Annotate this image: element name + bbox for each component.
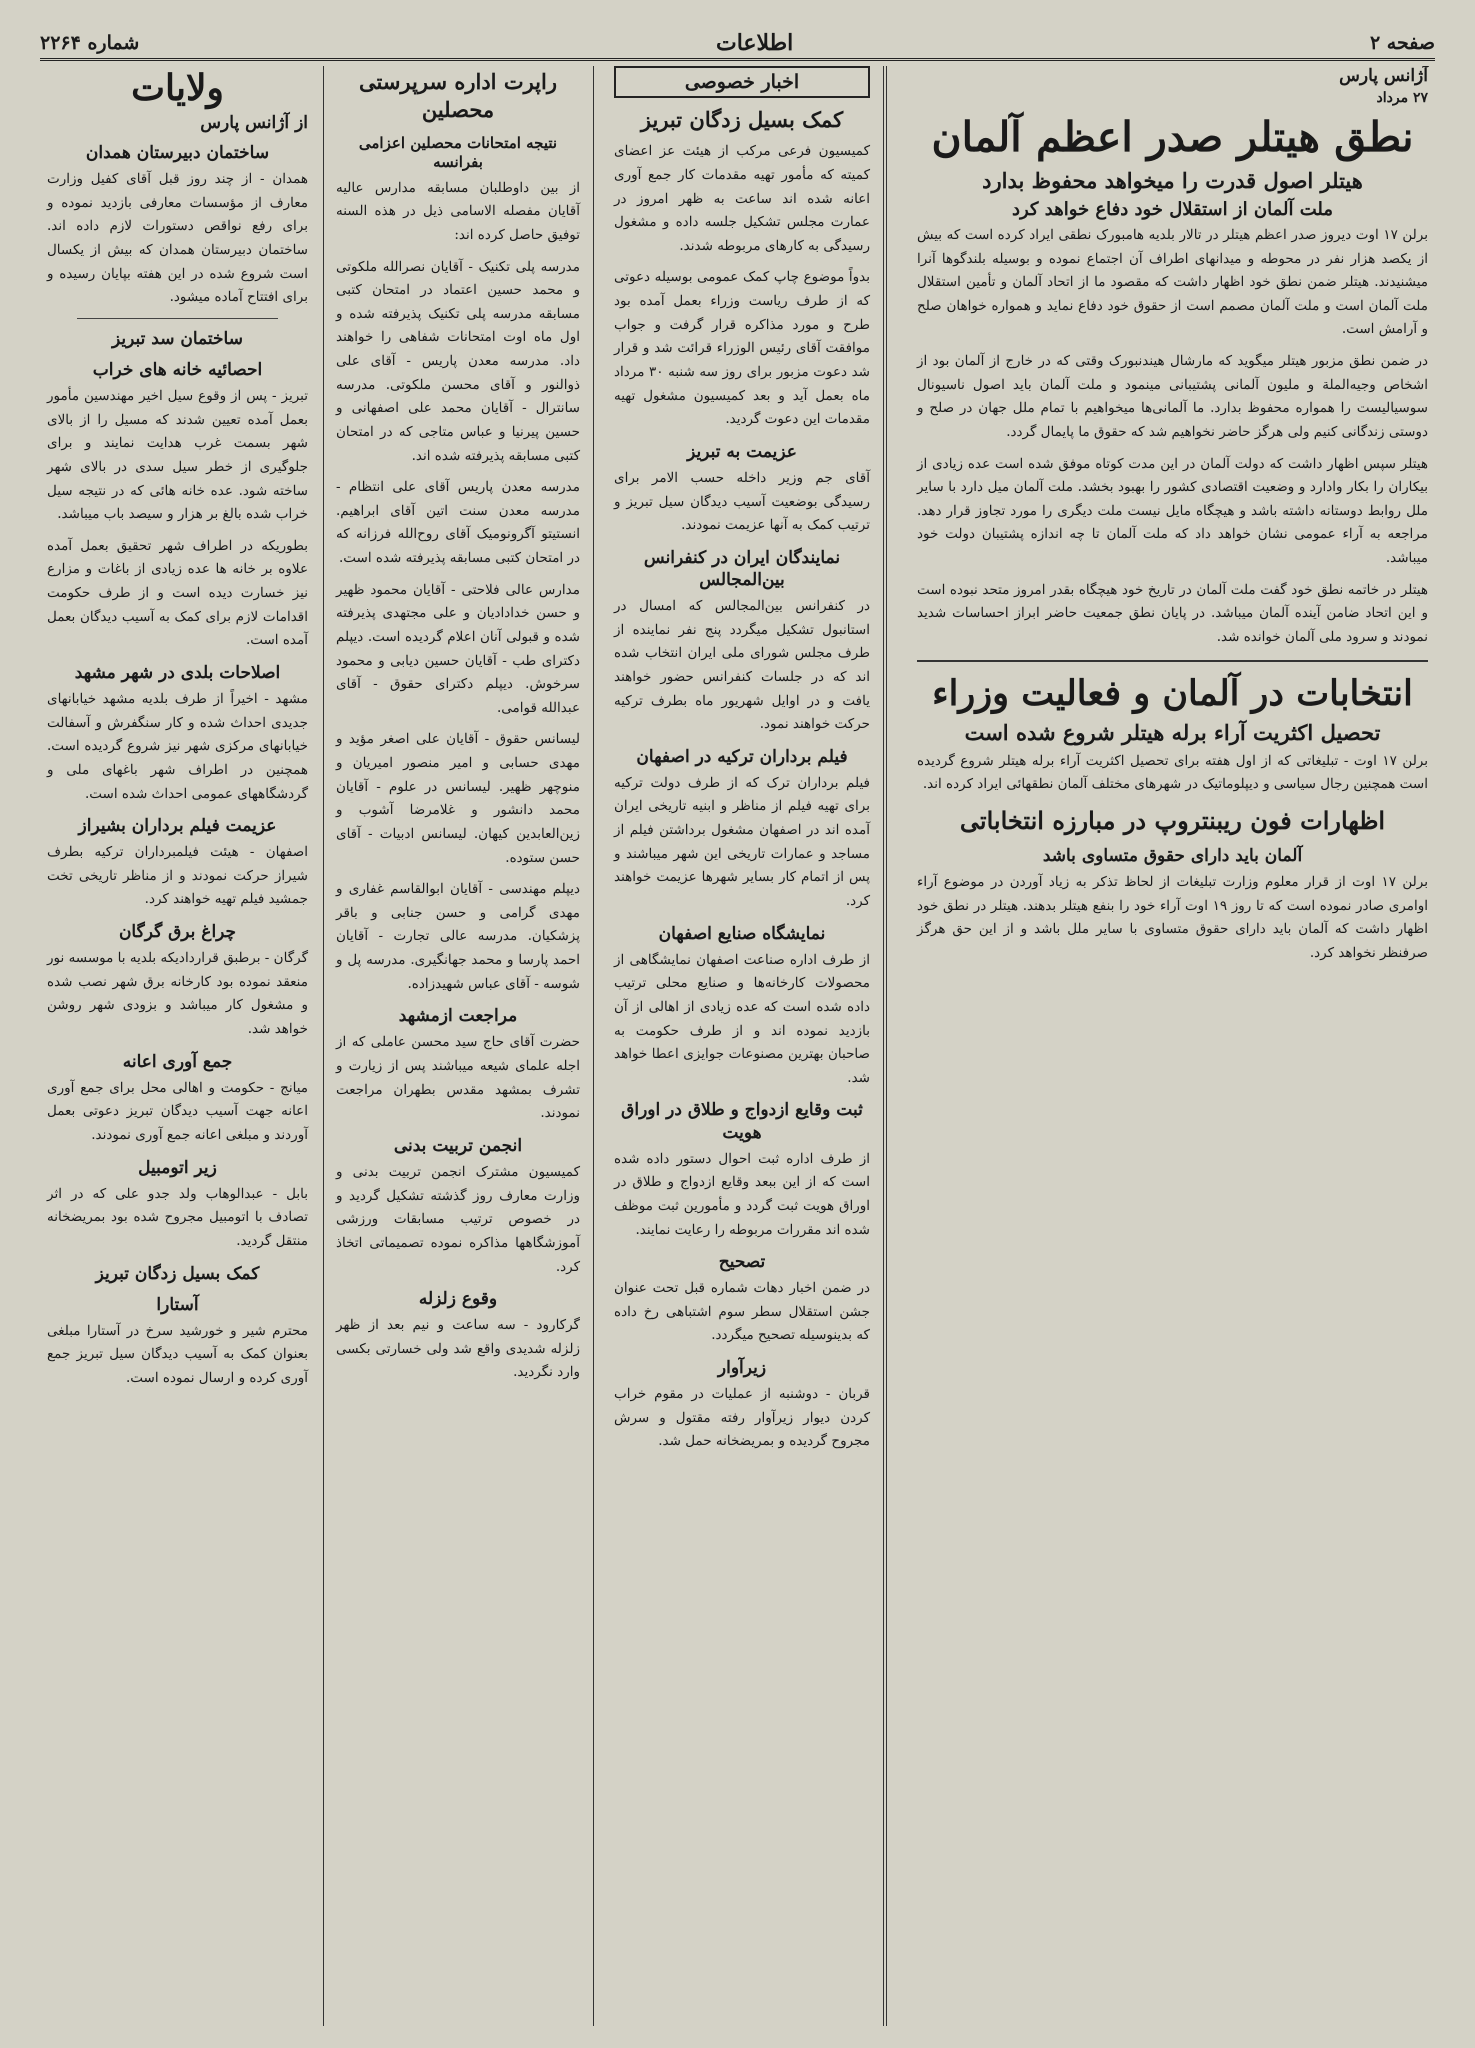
- article-paragraph: گرگان - برطبق قراردادیکه بلدیه با موسسه نور منعقد نموده بود کارخانه برق شهر نصب شده و مشغول کار میباشد و بزودی شهر روشن خواهد شد.: [47, 950, 308, 1038]
- news-agency: آژانس پارس: [1339, 66, 1428, 86]
- article-paragraph: مدرسه معدن پاریس آقای علی انتظام - مدرسه معدن سنت اتین آقای ابراهیم. انستیتو آگرونومیک آقای روح‌الله فرزانه که در امتحان کتبی مسابقه پذیرفته شده است.: [336, 479, 580, 567]
- article-title: تصحیح: [718, 1252, 766, 1273]
- article-paragraph: مدارس عالی فلاحتی - آقایان محمود ظهیر و حسن خدادادیان و علی مجتهدی پذیرفته شده و قبولی آنان اعلام گردیده است. دیپلم دکترای طب - آقایان حسین دیابی و محمود سرخوش. دیپلم دکترای حقوق - آقای عبدالله قوامی.: [336, 581, 580, 716]
- article-title: کمک بسیل زدگان تبریز: [95, 1263, 260, 1284]
- section-divider: [917, 660, 1428, 662]
- subheadline-power: هیتلر اصول قدرت را میخواهد محفوظ بدارد: [982, 168, 1363, 194]
- section-title-provinces: ولایات: [131, 67, 224, 109]
- article-paragraph: در ضمن اخبار دهات شماره قبل تحت عنوان جشن استقلال سطر سوم اشتباهی رخ داده که بدینوسیله تصحیح میگردد.: [614, 1280, 870, 1344]
- article-subtitle: آستارا: [156, 1294, 199, 1315]
- headline-ribbentrop: اظهارات فون ریبنتروپ در مبارزه انتخاباتی: [959, 805, 1386, 835]
- article-paragraph: مدرسه پلی تکنیک - آقایان نصرالله ملکوتی و محمد حسین اعتماد در امتحان کتبی مسابقه مدرسه پلی تکنیک پذیرفته شده و اول ماه اوت امتحانات شفاهی را خواهند داد. مدرسه معدن پاریس - آقای علی ذوالنور و آقای محسن ملکوتی. مدرسه سانترال - آقایان محمد علی اصفهانی و حسین پیرنیا و عباس متاجی که در امتحان کتبی مسابقه پذیرفته شده اند.: [336, 258, 580, 464]
- article-paragraph: در کنفرانس بین‌المجالس که امسال در استانبول تشکیل میگردد پنج نفر نماینده از طرف مجلس شورای ملی ایران انتخاب شده اند که در جلسات کنفرانس حضور خواهند یافت و در اوایل شهریور ماه بطرف ترکیه حرکت خواهند نمود.: [614, 598, 870, 733]
- news-date: ۲۷ مرداد: [1376, 90, 1428, 106]
- column-provinces: [40, 66, 315, 2026]
- column-divider: [593, 66, 594, 2026]
- article-paragraph: حضرت آقای حاج سید محسن عاملی که از اجله علمای شیعه میباشند پس از زیارت و تشرف بمشهد مقدس بطهران مراجعت نمودند.: [336, 1034, 580, 1122]
- article-title: ساختمان دبیرستان همدان: [85, 143, 270, 163]
- article-title: چراغ برق گرگان: [118, 922, 237, 943]
- article-title: زیر اتومبیل: [138, 1157, 217, 1178]
- article-title: وقوع زلزله: [418, 1289, 498, 1310]
- paper-name: اطلاعات: [715, 30, 794, 56]
- article-paragraph: میانج - حکومت و اهالی محل برای جمع آوری اعانه جهت آسیب دیدگان تبریز دعوتی بعمل آوردند و مبلغی اعانه جمع آوری نمودند.: [47, 1079, 308, 1144]
- article-paragraph: از بین داوطلبان مسابقه مدارس عالیه آقایان مفصله الاسامی ذیل در هذه السنه توفیق حاصل کرده اند:: [336, 179, 580, 243]
- article-title: جمع آوری اعانه: [122, 1051, 233, 1072]
- column-main-news: [910, 66, 1435, 2026]
- article-paragraph: کمیسیون فرعی مرکب از هیئت عز اعضای کمیته که مأمور تهیه مقدمات کار جمع آوری اعانه شده اند ساعت به ظهر امروز در عمارت مجلس تشکیل جلسه داده و مشغول رسیدگی به کارهای مربوطه شدند.: [614, 143, 870, 254]
- article-paragraph: برلن ۱۷ اوت - تبلیغاتی که از اول هفته برای تحصیل اکثریت آراء برله هیتلر شروع گردیده است همچنین رجال سیاسی و دیپلوماتیک در شهرهای مختلف آلمان نطقهائی ایراد کرده اند.: [917, 752, 1429, 793]
- column-divider: [323, 66, 324, 2026]
- article-title: ثبت وقایع ازدواج و طلاق در اوراق هویت: [621, 1100, 863, 1143]
- masthead: [40, 28, 1435, 61]
- article-title: انجمن تربیت بدنی: [393, 1135, 523, 1156]
- page-number: صفحه ۲: [1369, 32, 1435, 54]
- article-paragraph: برلن ۱۷ اوت دیروز صدر اعظم هیتلر در تالار بلدیه هامبورک نطقی ایراد کرده است که بیش از یکصد هزار نفر در محوطه و میدانهای اطراف آن اجتماع نموده و بوسیله بلندگوها آنرا میشنیدند. هیتلر ضمن نطق خود اظهار داشت که مقصود ما از اتحاد آلمان و تأمین استقلال ملت آلمان است و ملت آلمان مصمم است از حقوق خود دفاع نماید و همواره خواهان صلح و آرامش است.: [917, 226, 1428, 338]
- article-paragraph: بدواً موضوع چاپ کمک عمومی بوسیله دعوتی که از طرف ریاست وزراء بعمل آمده بود طرح و مورد مذاکره قرار گرفت و جواب موافقت آقای رئیس الوزراء قرائت شد و قرار شد دعوت مزبور برای روز سه شنبه ۳۰ مرداد ماه بعمل آید و بعد کمیسیون مشغول تهیه مقدمات این دعوت گردید.: [614, 269, 870, 428]
- subheadline-equal-rights: آلمان باید دارای حقوق متساوی باشد: [1042, 846, 1303, 867]
- article-paragraph: فیلم برداران ترک که از طرف دولت ترکیه برای تهیه فیلم از مناظر و ابنیه تاریخی ایران آمده اند در اصفهان مشغول برداشتن فیلم از مساجد و عمارات تاریخی این شهر میباشند و پس از اتمام کار بسایر شهرها عزیمت خواهند کرد.: [614, 774, 870, 909]
- article-title: عزیمت به تبریز: [687, 441, 797, 462]
- article-title: ساختمان سد تبریز: [112, 328, 243, 349]
- news-agency: از آژانس پارس: [200, 113, 308, 133]
- column-divider: [883, 66, 887, 2026]
- section-header-private-news: اخبار خصوصی: [614, 66, 870, 98]
- article-title: عزیمت فیلم برداران بشیراز: [78, 816, 277, 837]
- article-title: نمایشگاه صنایع اصفهان: [658, 923, 826, 944]
- article-subtitle: احصائیه خانه های خراب: [92, 359, 263, 380]
- article-paragraph: بابل - عبدالوهاب ولد جدو علی که در اثر تصادف با اتومبیل مجروح شده بود بمریضخانه منتقل گردید.: [47, 1185, 308, 1249]
- article-paragraph: هیتلر سپس اظهار داشت که دولت آلمان در این مدت کوتاه موفق شده است عده زیادی از بیکاران را بکار وادارد و وضعیت اقتصادی کشور را بهبود بخشد. ملت آلمان میل دارد با سایر ملل روابط دوستانه داشته باشد و هیچگاه مایل نیست ملت دیگری را مورد تجاوز قرار دهد. مراجعه به آراء عمومی نشان خواهد داد که ملت آلمان تا چه اندازه پشتیبان دولت خود میباشد.: [917, 455, 1428, 567]
- article-paragraph: مشهد - اخیراً از طرف بلدیه مشهد خیابانهای جدیدی احداث شده و کار سنگفرش و آسفالت خیابانهای مرکزی شهر نیز شروع گردیده است. همچنین در اطراف شهر باغهای ملی و گردشگاههای عمومی احداث شده است.: [47, 691, 308, 802]
- article-paragraph: محترم شیر و خورشید سرخ در آستارا مبلغی بعنوان کمک به آسیب دیدگان سیل تبریز جمع آوری کرده و ارسال نموده است.: [47, 1322, 308, 1387]
- article-paragraph: لیسانس حقوق - آقایان علی اصغر مؤید و مهدی حسابی و امیر منصور امیریان و منوچهر ظهیر. لیسانس در علوم - آقایان محمد دانشور و غلامرضا آشوب و زین‌العابدین کیهان. لیسانس ادبیات - آقای حسن ستوده.: [336, 731, 580, 866]
- article-paragraph: دیپلم مهندسی - آقایان ابوالقاسم غفاری و مهدی گرامی و حسن جنابی و باقر پزشکیان. مدرسه عالی تجارت - آقایان احمد پارسا و محمد جهانگیری. مدرسه پل و شوسه - آقای عباس شهیدزاده.: [336, 881, 580, 992]
- subheadline-independence: ملت آلمان از استقلال خود دفاع خواهد کرد: [1011, 198, 1334, 220]
- article-title: مراجعت ازمشهد: [398, 1006, 518, 1027]
- article-paragraph: از طرف اداره ثبت احوال دستور داده شده است که از این ببعد وقایع ازدواج و طلاق در اوراق هویت ثبت گردد و مأمورین ثبت موظف شده اند مقررات مربوطه را رعایت نمایند.: [614, 1150, 870, 1238]
- article-paragraph: در ضمن نطق مزبور هیتلر میگوید که مارشال هیندنبورک وقتی که در خارج از آلمان بود از اشخاص وجیه‌الملة و ملیون آلمانی پشتیبانی مینمود و ملت آلمان باید اصول ناسیونال سوسیالیست را همواره محفوظ بدارد. ما آلمانی‌ها میخواهیم با تمام ملل جهان در صلح و دوستی زندگانی کنیم ولی هرگز حاضر نخواهیم شد که حقوق ما پایمال گردد.: [917, 353, 1428, 440]
- article-paragraph: گرکارود - سه ساعت و نیم بعد از ظهر زلزله شدیدی واقع شد ولی خسارتی بکسی وارد نگردید.: [336, 1317, 580, 1381]
- headline-hitler-speech: نطق هیتلر صدر اعظم آلمان: [931, 113, 1414, 161]
- article-paragraph: از طرف اداره صناعت اصفهان نمایشگاهی از محصولات کارخانه‌ها و صنایع محلی ترتیب داده شده است که عده زیادی از اهالی از آن بازدید نموده اند و از طرف حکومت به صاحبان بهترین مصنوعات جوایزی اعطا خواهد شد.: [614, 951, 870, 1086]
- article-paragraph: تبریز - پس از وقوع سیل اخیر مهندسین مأمور بعمل آمده تعیین شدند که مسیل را از بالای شهر بسمت غرب هدایت نمایند و برای جلوگیری از خطر سیل سدی در بالای شهر ساخته شود. عده خانه هائی که در نتیجه سیل خراب شده بالغ بر هزار و سیصد باب میباشد.: [47, 388, 308, 523]
- article-paragraph: همدان - از چند روز قبل آقای کفیل وزارت معارف از مؤسسات معارفی بازدید نموده و برای رفع نواقص دستورات لازم داده اند. ساختمان دبیرستان همدان که بیش از یکسال است شروع شده در این هفته بپایان رسیده و برای افتتاح آماده میشود.: [47, 171, 308, 306]
- article-title: نمایندگان ایران در کنفرانس بین‌المجالس: [643, 547, 841, 590]
- article-divider: [77, 318, 278, 319]
- article-title: فیلم برداران ترکیه در اصفهان: [636, 746, 848, 767]
- article-paragraph: کمیسیون مشترک انجمن تربیت بدنی و وزارت معارف روز گذشته تشکیل گردید و در خصوص ترتیب مسابقات ورزشی آموزشگاهها مذاکره نموده تصمیماتی اتخاذ کرد.: [336, 1164, 580, 1275]
- article-paragraph: اصفهان - هیئت فیلمبرداران ترکیه بطرف شیراز حرکت نمودند و از مناظر تاریخی تخت جمشید فیلم تهیه خواهند کرد.: [47, 844, 308, 908]
- issue-number: شماره ۲۲۶۴: [40, 32, 140, 54]
- column-private-news: [607, 66, 877, 2026]
- article-paragraph: قربان - دوشنبه از عملیات در مقوم خراب کردن دیوار زیرآوار رفته مقتول و سرش مجروح گردیده و بمریضخانه حمل شد.: [614, 1386, 870, 1450]
- headline-elections: انتخابات در آلمان و فعالیت وزراء: [932, 672, 1413, 714]
- article-title: کمک بسیل زدگان تبریز: [640, 107, 844, 132]
- article-paragraph: آقای جم وزیر داخله حسب الامر برای رسیدگی بوضعیت آسیب دیدگان سیل تبریز و ترتیب کمک به آنها عزیمت نمودند.: [614, 469, 870, 534]
- article-paragraph: برلن ۱۷ اوت از قرار معلوم وزارت تبلیغات از لحاظ تذکر به زیاد آوردن در موضوع آراء اوامری صادر نموده است که تا روز ۱۹ اوت آراء خود را بنفع هیتلر بدهند. هیتلر در نطق خود اظهار داشت که آلمان باید دارای حقوق متساوی با سایر ملل باشد و از این حق هرگز صرفنظر نخواهد کرد.: [917, 874, 1429, 962]
- article-title: اصلاحات بلدی در شهر مشهد: [74, 662, 281, 683]
- column-students-report: [329, 66, 587, 2026]
- article-subtitle: نتیجه امتحانات محصلین اعزامی بفرانسه: [358, 133, 558, 172]
- subheadline-elections: تحصیل اکثریت آراء برله هیتلر شروع شده است: [964, 720, 1381, 746]
- article-title: زیرآوار: [717, 1358, 767, 1379]
- article-title: راپرت اداره سرپرستی محصلین: [358, 69, 557, 123]
- article-paragraph: بطوریکه در اطراف شهر تحقیق بعمل آمده علاوه بر خانه ها عده زیادی از باغات و مزارع نیز خسارت دیده است و از طرف حکومت اقدامات لازم برای کمک به آسیب دیدگان بعمل آمده است.: [47, 537, 308, 649]
- article-paragraph: هیتلر در خاتمه نطق خود گفت ملت آلمان در تاریخ خود هیچگاه بقدر امروز متحد نبوده است و این اتحاد ضامن آینده آلمان میباشد. در پایان نطق جمعیت حاضر ابراز احساسات شدید نمودند و سرود ملی آلمان خوانده شد.: [917, 581, 1428, 645]
